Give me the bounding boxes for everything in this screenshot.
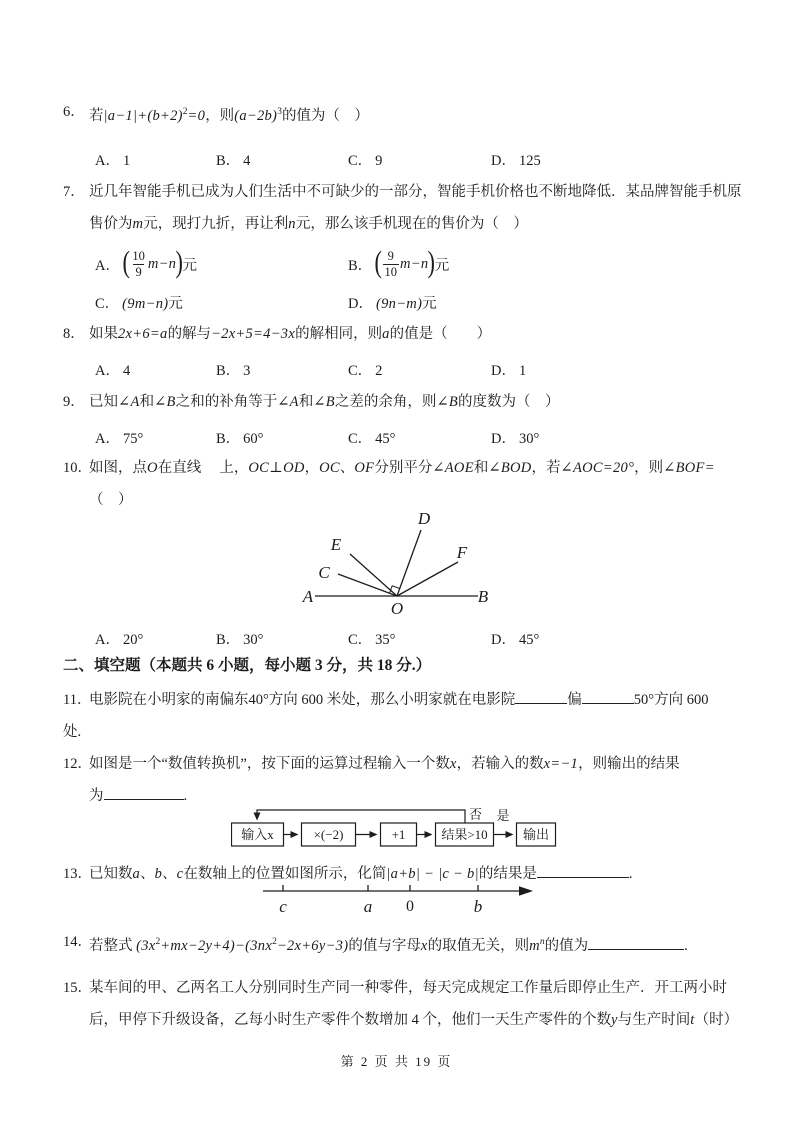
question-11-line-2: [63, 716, 757, 748]
angle-label-c: C: [318, 563, 330, 582]
text: （时）: [694, 1012, 739, 1028]
text: 和: [139, 394, 155, 410]
option-label: D．: [491, 153, 516, 169]
math-text: ∠A: [118, 394, 140, 410]
big-paren: (: [122, 243, 130, 279]
flow-label-check: 结果>10: [441, 827, 488, 842]
math-text: ∠AOC=20°: [560, 460, 635, 476]
text: .: [628, 866, 633, 882]
superscript: 2: [272, 937, 277, 947]
option-A: [95, 238, 197, 290]
text: 元: [422, 296, 437, 312]
math-text: x=−1: [543, 756, 579, 772]
text: 75°: [122, 431, 144, 447]
option-label: D．: [491, 363, 516, 379]
question-number: 13．: [63, 866, 92, 882]
math-text: |a−1|+(b+2): [103, 108, 183, 124]
option-label: D．: [491, 431, 516, 447]
text: 元: [168, 296, 183, 312]
angle-label-b: B: [477, 587, 489, 606]
question-7-line-2: [63, 208, 757, 240]
option-C: [348, 423, 395, 455]
blank-underline: [515, 691, 567, 704]
ray-oc: [338, 574, 397, 596]
question-7: [63, 176, 757, 320]
math-text: (9m−n): [122, 296, 169, 312]
text: 如图是一个“数值转换机”，按下面的运算过程输入一个数: [89, 756, 450, 772]
option-label: B．: [348, 257, 373, 274]
angle-label-o: O: [390, 599, 404, 618]
math-text: x: [420, 938, 428, 954]
option-label: D．: [348, 296, 373, 312]
text: 之差的余角，则: [334, 394, 437, 410]
text: 3: [243, 363, 251, 379]
option-D: [491, 423, 539, 455]
numline-label-zero: 0: [406, 898, 414, 915]
text: 之和的补角等于: [175, 394, 278, 410]
text: 为: [89, 788, 104, 804]
text: 售价为: [89, 216, 133, 232]
option-B: [216, 145, 250, 177]
question-number: 15．: [63, 980, 92, 996]
text: .: [684, 938, 688, 954]
option-D: [491, 355, 526, 387]
text: 元: [182, 257, 198, 274]
text: ，若输入的数: [456, 756, 544, 772]
numline-label-b: b: [473, 897, 483, 916]
option-C: [348, 145, 382, 177]
math-text: (3x: [136, 938, 156, 954]
math-text: ∠A: [277, 394, 299, 410]
text: 的值为（ ）: [281, 108, 369, 124]
flow-label-times: ×(−2): [313, 827, 344, 842]
question-6-line-1: [63, 96, 757, 132]
question-15-line-2: [63, 1004, 757, 1036]
text: 和: [298, 394, 314, 410]
text: 的解与: [167, 326, 212, 342]
text: 如图，点: [89, 460, 147, 476]
superscript: 2: [182, 107, 188, 117]
text: 若整式: [89, 938, 137, 954]
text: 在直线 上，: [157, 460, 249, 476]
question-12: [63, 748, 757, 858]
math-text: a: [382, 326, 390, 342]
flow-label-no: 否: [469, 807, 483, 822]
text: 1: [518, 363, 527, 379]
ray-od: [397, 530, 421, 596]
text: 在数轴上的位置如图所示，化简: [183, 866, 387, 882]
question-13: [63, 858, 757, 916]
math-text: ∠BOF=: [663, 460, 715, 476]
text: 2: [375, 363, 383, 379]
text: 50°方向 600: [633, 692, 709, 708]
text: ，则输出的结果: [578, 756, 680, 772]
math-text: m: [529, 938, 540, 954]
question-9-line-1: [63, 386, 757, 418]
option-label: A．: [95, 153, 120, 169]
flow-label-yes: 是: [496, 808, 510, 823]
math-text: 2x+6=a: [118, 326, 168, 342]
text: .: [183, 788, 188, 804]
text: 后，甲停下升级设备，乙每小时生产零件个数增加 4 个，他们一天生产零件的个数: [89, 1012, 611, 1028]
question-14: [63, 926, 757, 962]
text: 分别平分: [374, 460, 433, 476]
math-text: ∠AOE: [432, 460, 474, 476]
math-text: =0: [187, 108, 206, 124]
question-13-line-1: [63, 858, 757, 890]
text: （ ）: [89, 492, 133, 508]
option-label: A．: [95, 257, 120, 274]
text: 的值是（ ）: [389, 326, 492, 342]
option-label: C．: [95, 296, 120, 312]
question-12-line-2: [63, 780, 757, 812]
fraction: [130, 249, 147, 279]
text: 的度数为（ ）: [458, 394, 560, 410]
angle-label-d: D: [417, 509, 431, 528]
page-footer: 第 2 页 共 19 页: [340, 1054, 453, 1069]
value-converter-flowchart: [231, 806, 576, 858]
text: 30°: [243, 632, 264, 648]
question-7-line-1: [63, 176, 757, 208]
text: 近几年智能手机已成为人们生活中不可缺少的一部分，智能手机价格也不断地降低．某品牌智能手机原: [89, 184, 742, 200]
question-number: 10．: [63, 460, 92, 476]
math-text: b: [154, 866, 163, 882]
option-label: C．: [348, 431, 373, 447]
text: 20°: [122, 632, 144, 648]
math-text: ∠B: [154, 394, 176, 410]
fraction-numerator: 10: [132, 249, 145, 264]
text: 已知: [89, 394, 118, 410]
math-text: O: [147, 460, 158, 476]
text: 和: [473, 460, 489, 476]
question-10: [63, 452, 757, 656]
flow-label-input: 输入x: [241, 827, 274, 842]
math-text: −2x+5=4−3x: [211, 326, 296, 342]
big-paren: (: [374, 243, 383, 279]
question-11: [63, 684, 757, 748]
numline-label-a: a: [363, 897, 373, 916]
math-text: +mx−2y+4)−(3nx: [160, 938, 273, 954]
text: 元，现打九折，再让利: [143, 216, 289, 232]
text: ，若: [531, 460, 561, 476]
fraction-numerator: 9: [387, 249, 394, 264]
question-8-options: [63, 355, 757, 387]
math-text: −2x+6y−3): [276, 938, 349, 954]
question-6: [63, 96, 757, 177]
question-10-line-1: [63, 452, 757, 484]
text: 1: [122, 153, 131, 169]
option-A: [95, 423, 143, 455]
option-D: [491, 624, 539, 656]
math-text: y: [611, 1012, 618, 1028]
text: 的结果是: [478, 866, 537, 882]
flow-label-output: 输出: [522, 827, 550, 842]
text: 的值为: [544, 938, 589, 954]
text: 60°: [243, 431, 264, 447]
big-paren: ): [175, 243, 184, 279]
text: 的取值无关，则: [427, 938, 530, 954]
option-D: [348, 288, 437, 320]
section-header-fill-in: 二、填空题（本题共 6 小题，每小题 3 分，共 18 分.）: [63, 657, 432, 674]
angle-figure: [300, 508, 490, 620]
text: 125: [518, 153, 541, 169]
math-text: c: [176, 866, 184, 882]
blank-underline: [104, 787, 184, 800]
text: 偏: [567, 692, 582, 708]
option-C: [348, 355, 382, 387]
fraction-denominator: 10: [384, 264, 397, 279]
math-text: |a+b| − |c − b|: [386, 866, 479, 882]
blank-underline: [582, 691, 634, 704]
option-C: [95, 288, 183, 320]
text: ，则: [205, 108, 235, 124]
flow-label-plus: +1: [391, 827, 406, 842]
text: 45°: [375, 431, 396, 447]
text: 与生产时间: [617, 1012, 691, 1028]
ray-of: [397, 562, 458, 596]
text: 35°: [375, 632, 396, 648]
question-9-options: [63, 423, 757, 455]
question-12-line-1: [63, 748, 757, 780]
option-B: [348, 238, 449, 290]
fraction-denominator: 9: [135, 264, 142, 279]
text: 如果: [89, 326, 118, 342]
text: 元，那么该手机现在的售价为（ ）: [295, 216, 528, 232]
superscript: 2: [155, 937, 161, 947]
ray-oe: [350, 554, 397, 596]
text: 4: [243, 153, 251, 169]
question-9: [63, 386, 757, 455]
math-text: OC⊥OD: [248, 460, 305, 476]
option-label: B．: [216, 632, 241, 648]
question-number: 7．: [63, 184, 85, 200]
text: 处.: [63, 724, 82, 740]
option-label: C．: [348, 363, 373, 379]
angle-label-f: F: [456, 543, 468, 562]
question-8: [63, 318, 757, 387]
option-label: D．: [491, 632, 516, 648]
fraction: [383, 249, 400, 279]
angle-label-a: A: [302, 587, 314, 606]
angle-label-e: E: [330, 535, 342, 554]
text: 、: [140, 866, 155, 882]
question-number: 6．: [63, 104, 85, 120]
option-A: [95, 355, 130, 387]
math-text: ∠B: [436, 394, 459, 410]
option-label: B．: [216, 431, 241, 447]
math-text: (a−2b): [234, 108, 278, 124]
question-7-options: [63, 238, 757, 290]
math-text: a: [132, 866, 141, 882]
math-text: (9n−m): [375, 296, 423, 312]
math-text: m: [132, 216, 144, 232]
question-number: 11．: [63, 692, 92, 708]
question-14-line-1: [63, 926, 757, 962]
text: 4: [122, 363, 131, 379]
question-11-line-1: [63, 684, 757, 716]
text: 、: [339, 460, 355, 476]
math-text: OF: [354, 460, 375, 476]
text: 9: [375, 153, 383, 169]
math-text: m−n: [400, 255, 429, 272]
text: 的解相同，则: [295, 326, 383, 342]
math-text: m−n: [147, 255, 177, 272]
text: 元: [434, 257, 450, 274]
big-paren: ): [427, 243, 436, 279]
text: 45°: [518, 632, 540, 648]
option-label: C．: [348, 153, 373, 169]
text: 若: [89, 108, 104, 124]
text: 电影院在小明家的南偏东40°方向 600 米处，那么小明家就在电影院: [89, 692, 516, 708]
blank-underline: [537, 865, 629, 878]
question-10-line-2: [63, 484, 757, 516]
text: ，: [304, 460, 320, 476]
text: 的值与字母: [348, 938, 421, 954]
numline-label-c: c: [279, 897, 287, 916]
question-number: 12．: [63, 756, 92, 772]
option-B: [216, 355, 250, 387]
superscript: n: [539, 937, 545, 947]
superscript: 3: [277, 107, 282, 117]
text: 已知数: [89, 866, 133, 882]
option-label: B．: [216, 363, 241, 379]
question-8-line-1: [63, 318, 757, 350]
question-number: 8．: [63, 326, 85, 342]
question-15: [63, 972, 757, 1036]
math-text: ∠BOD: [488, 460, 532, 476]
option-label: B．: [216, 153, 241, 169]
question-7-options: [63, 288, 757, 320]
blank-underline: [588, 937, 684, 950]
math-text: t: [690, 1012, 695, 1028]
question-number: 14．: [63, 934, 92, 950]
option-label: A．: [95, 363, 120, 379]
math-text: ∠B: [313, 394, 335, 410]
option-label: A．: [95, 632, 120, 648]
question-15-line-1: [63, 972, 757, 1004]
option-D: [491, 145, 541, 177]
option-A: [95, 145, 130, 177]
math-text: n: [288, 216, 296, 232]
text: 30°: [518, 431, 540, 447]
text: 、: [162, 866, 177, 882]
option-label: C．: [348, 632, 373, 648]
option-B: [216, 423, 263, 455]
option-label: A．: [95, 431, 120, 447]
text: 某车间的甲、乙两名工人分别同时生产同一种零件，每天完成规定工作量后即停止生产．开工两小时: [89, 980, 727, 996]
question-number: 9．: [63, 394, 85, 410]
math-text: OC: [319, 460, 340, 476]
text: ，则: [634, 460, 664, 476]
math-text: x: [449, 756, 457, 772]
question-6-options: [63, 145, 757, 177]
